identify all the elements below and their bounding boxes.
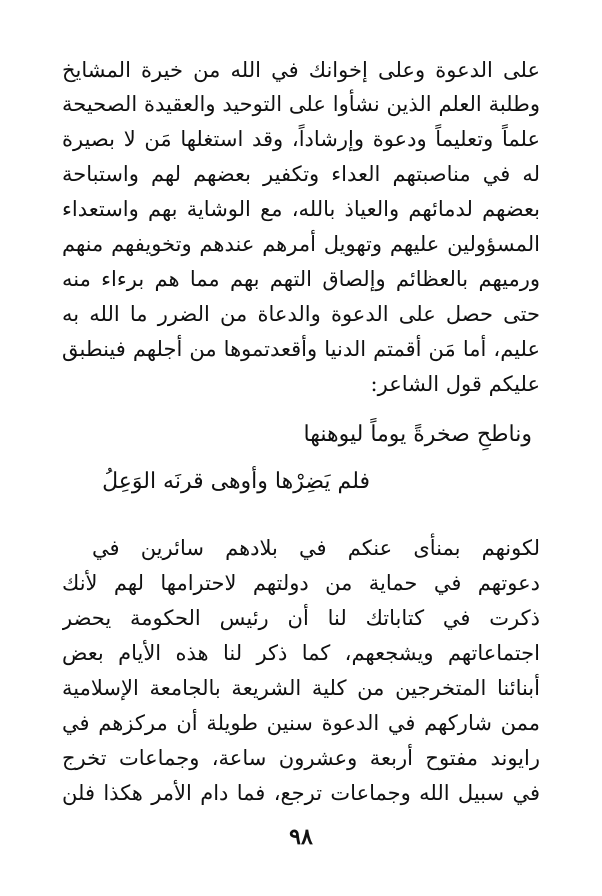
text-line: ممن شاركهم في الدعوة سنين طويلة أن مركزهم في [62,711,540,735]
text-line: وطلبة العلم الذين نشأوا على التوحيد والعقيدة الصحيحة [62,92,540,116]
text-line: على الدعوة وعلى إخوانك في الله من خيرة المشايخ [62,58,540,82]
text-line: ورميهم بالعظائم وإلصاق التهم بهم مما هم برءاء منه [62,267,540,291]
text-line: حتى حصل على الدعوة والدعاة من الضرر ما الله به [62,302,540,326]
text-line: عليكم قول الشاعر: [370,372,540,396]
text-line: لكونهم بمنأى عنكم في بلادهم سائرين في [92,536,540,560]
text-line: أبنائنا المتخرجين من كلية الشريعة بالجامعة الإسلامية [62,676,540,700]
text-line: بعضهم لدمائهم والعياذ بالله، مع الوشاية بهم واستعداء [62,197,540,221]
text-line: له في مناصبتهم العداء وتكفير بعضهم لهم واستباحة [62,162,540,186]
text-line: علماً وتعليماً ودعوة وإرشاداً، وقد استغلها مَن لا بصيرة [62,127,540,151]
text-line: عليم، أما مَن أقمتم الدنيا وأقعدتموها من أجلهم فينطبق [62,337,540,361]
text-line: في سبيل الله وجماعات ترجع، فما دام الأمر هكذا فلن [62,781,540,805]
text-line: رايوند مفتوح أربعة وعشرون ساعة، وجماعات تخرج [62,746,540,770]
text-line: المسؤولين عليهم وتهويل أمرهم عندهم وتخويفهم منهم [62,232,540,256]
text-line: ذكرت في كتاباتك لنا أن رئيس الحكومة يحضر [62,606,540,630]
page-number: ٩٨ [289,824,313,850]
verse-first-hemistich: وناطحِ صخرةً يوماً ليوهنها [303,422,532,447]
text-line: اجتماعاتهم ويشجعهم، كما ذكر لنا هذه الأيام بعض [62,641,540,665]
verse-second-hemistich: فلم يَضِرْها وأوهى قرنَه الوَعِلُ [102,469,370,494]
text-line: دعوتهم في حماية من دولتهم لاحترامها لهم لأنك [62,571,540,595]
